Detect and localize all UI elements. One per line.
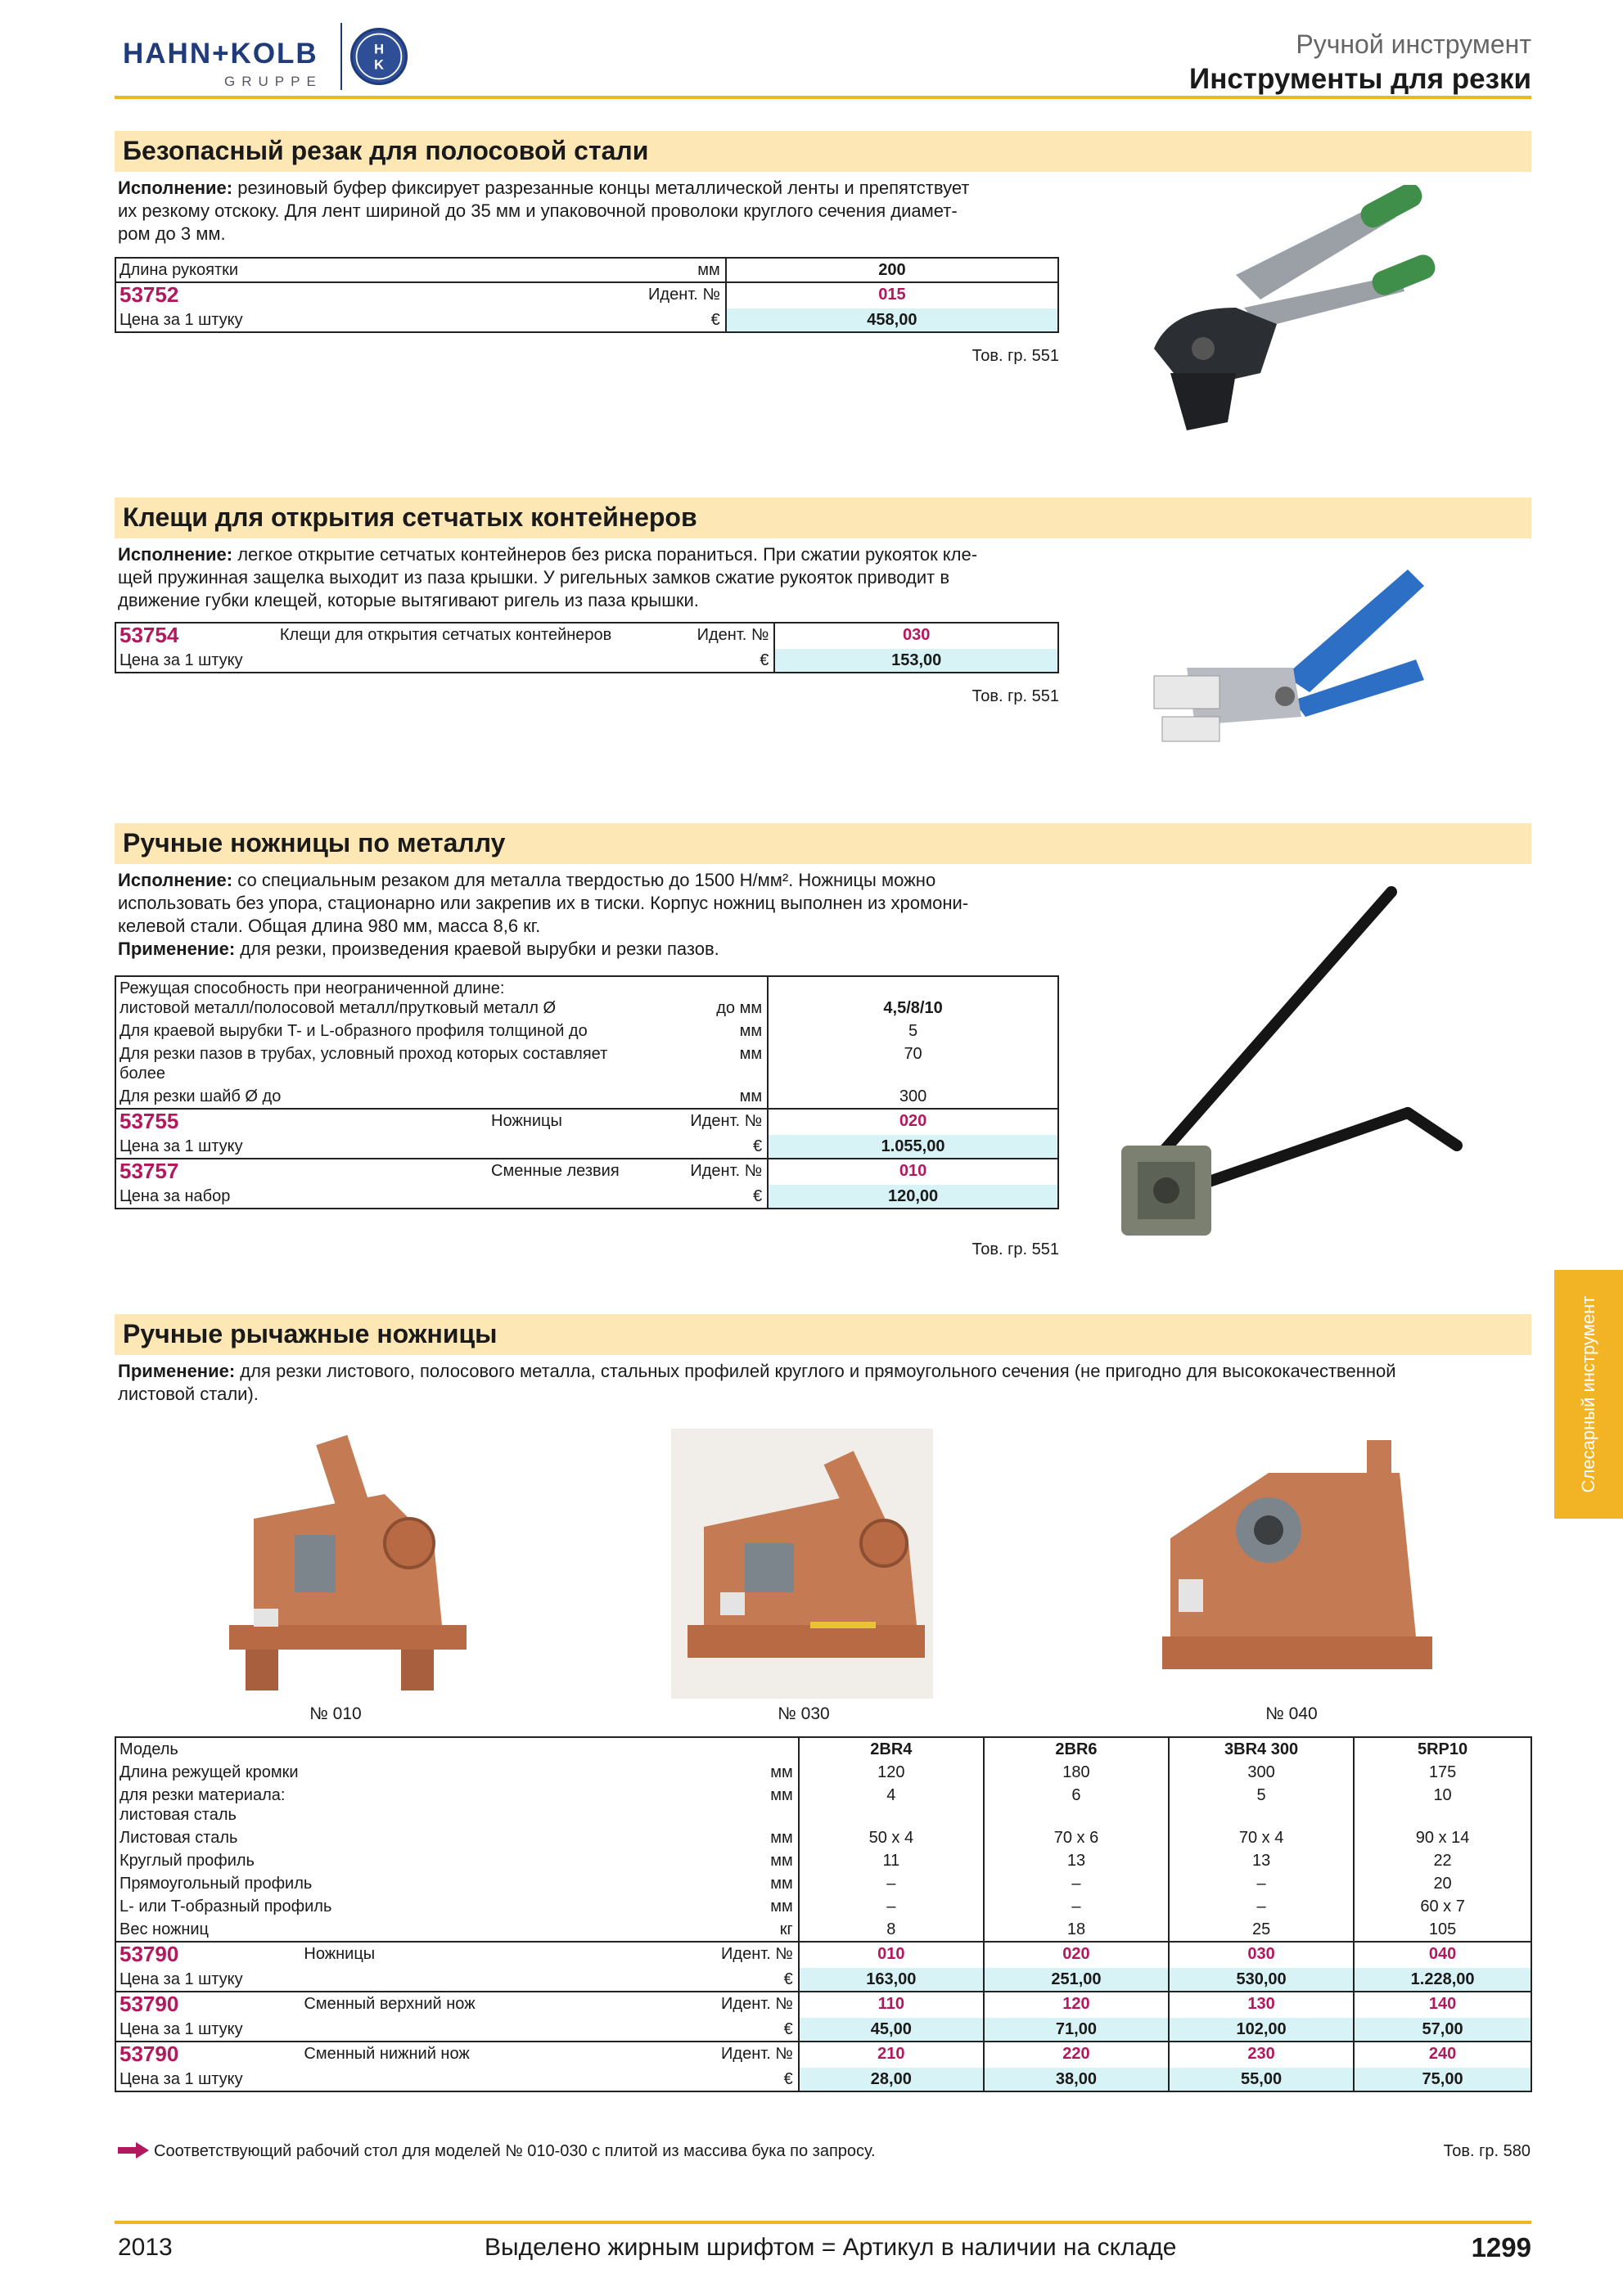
spec-label: Вес ножниц (119, 1920, 210, 1938)
price-value: 530,00 (1169, 1968, 1354, 1992)
price-value: 458,00 (726, 308, 1058, 332)
spec-unit: мм (739, 1087, 763, 1105)
spec-label: L- или T-образный профиль (119, 1898, 332, 1916)
lever-shears-030-image (671, 1429, 933, 1699)
spec-label: Длина режущей кромки (119, 1763, 299, 1781)
ident-number: 010 (799, 1942, 984, 1968)
ident-number: 020 (768, 1109, 1058, 1135)
price-label: Цена за 1 штуку (119, 1137, 243, 1155)
footer-rule (115, 2221, 1531, 2224)
spec-label: для резки материала: листовая сталь (119, 1786, 286, 1824)
spec-value: – (984, 1872, 1169, 1895)
item-name: Сменный верхний нож (300, 1992, 718, 2018)
ident-label: Идент. № (687, 1109, 768, 1135)
ident-number: 110 (799, 1992, 984, 2018)
price-value: 55,00 (1169, 2068, 1354, 2091)
ident-label: Идент. № (687, 1159, 768, 1185)
price-value: 28,00 (799, 2068, 984, 2091)
desc-line: их резкому отскоку. Для лент шириной до 35 мм и упаковочной проволоки круглого сечения диамет- (118, 200, 958, 221)
spec-value: 60 x 7 (1354, 1895, 1531, 1918)
app-label: Применение: (118, 939, 236, 959)
price-value: 57,00 (1354, 2018, 1531, 2042)
ident-number: 220 (984, 2042, 1169, 2068)
section-desc-container-pliers (118, 543, 1059, 612)
currency: € (694, 649, 775, 673)
spec-unit: до мм (687, 976, 768, 1020)
side-tab[interactable] (1554, 1270, 1623, 1519)
price-label: Цена за набор (115, 1185, 360, 1209)
section-desc-lever-shears (118, 1360, 1542, 1406)
article-number: 53754 (119, 623, 179, 647)
ident-number: 040 (1354, 1942, 1531, 1968)
ident-number: 140 (1354, 1992, 1531, 2018)
spec-label: Модель (115, 1737, 799, 1761)
section-title-container-pliers: Клещи для открытия сетчатых контейнеров (115, 497, 1531, 538)
currency: € (753, 1137, 763, 1155)
spec-value: 105 (1354, 1918, 1531, 1942)
desc-line: ром до 3 мм. (118, 223, 226, 244)
article-number: 53755 (119, 1109, 179, 1133)
price-value: 75,00 (1354, 2068, 1531, 2091)
item-name: Сменные лезвия (360, 1159, 687, 1185)
spec-unit: мм (770, 1875, 793, 1893)
currency: € (645, 308, 726, 332)
spec-unit: кг (779, 1920, 793, 1938)
product-group: Тов. гр. 551 (972, 687, 1059, 705)
currency: € (718, 2068, 799, 2091)
caption-040: № 040 (1265, 1704, 1318, 1723)
ident-number: 010 (768, 1159, 1058, 1185)
spec-value: 25 (1169, 1918, 1354, 1942)
ident-number: 120 (984, 1992, 1169, 2018)
model-name: 2BR4 (799, 1737, 984, 1761)
price-label: Цена за 1 штуку (119, 2020, 243, 2038)
spec-unit: мм (770, 1786, 793, 1804)
ident-number: 030 (774, 623, 1058, 649)
brand-sub: GRUPPE (224, 74, 322, 89)
caption-030: № 030 (778, 1704, 830, 1723)
header-titles (1189, 29, 1531, 96)
desc-line: резиновый буфер фиксирует разрезанные концы металлической ленты и препятствует (232, 178, 970, 198)
ident-number: 210 (799, 2042, 984, 2068)
spec-label: Для резки шайб Ø до (119, 1087, 282, 1105)
price-value: 1.228,00 (1354, 1968, 1531, 1992)
spec-value: 8 (799, 1918, 984, 1942)
section-title-metal-shears: Ручные ножницы по металлу (115, 823, 1531, 864)
spec-label: Длина рукоятки (115, 258, 645, 282)
spec-unit: мм (645, 258, 726, 282)
spec-unit: мм (770, 1829, 793, 1847)
page-number: 1299 (1471, 2232, 1531, 2262)
metal-shears-image (1097, 876, 1481, 1268)
ident-number: 230 (1169, 2042, 1354, 2068)
desc-label: Исполнение: (118, 870, 233, 890)
desc-line: щей пружинная защелка выходит из паза крышки. У ригельных замков сжатие рукояток приводит в (118, 567, 950, 588)
spec-value: – (799, 1895, 984, 1918)
spec-value: 4,5/8/10 (768, 976, 1058, 1020)
section-desc-strap-cutter (118, 177, 1059, 245)
item-name: Ножницы (300, 1942, 718, 1968)
article-number: 53790 (119, 2042, 179, 2066)
spec-value: – (984, 1895, 1169, 1918)
article-number: 53790 (119, 1942, 179, 1966)
spec-unit: мм (770, 1852, 793, 1870)
spec-label: Прямоугольный профиль (119, 1875, 313, 1893)
caption-010: № 010 (309, 1704, 362, 1723)
price-value: 251,00 (984, 1968, 1169, 1992)
app-line: для резки листового, полосового металла, стальных профилей круглого и прямоугольного сечения (не пригодно для высококачественной (235, 1361, 1396, 1381)
model-name: 3BR4 300 (1169, 1737, 1354, 1761)
container-pliers-image (1138, 553, 1449, 799)
hk-badge-icon (350, 28, 408, 85)
price-value: 71,00 (984, 2018, 1169, 2042)
product-group: Тов. гр. 551 (972, 1240, 1059, 1258)
app-label: Применение: (118, 1361, 236, 1381)
spec-value: 10 (1354, 1784, 1531, 1826)
spec-unit: мм (739, 1022, 763, 1040)
price-label: Цена за 1 штуку (115, 308, 645, 332)
desc-line: келевой стали. Общая длина 980 мм, масса 8,6 кг. (118, 916, 541, 936)
ident-label: Идент. № (645, 282, 726, 308)
spec-value: 120 (799, 1761, 984, 1784)
spec-value: – (1169, 1895, 1354, 1918)
spec-value: 90 x 14 (1354, 1826, 1531, 1849)
desc-line: движение губки клещей, которые вытягивают ригель из паза крышки. (118, 590, 699, 610)
currency: € (687, 1185, 768, 1209)
arrow-right-icon (118, 2142, 149, 2159)
app-line: листовой стали). (118, 1384, 259, 1404)
svg-text:H: H (374, 42, 384, 57)
price-value: 38,00 (984, 2068, 1169, 2091)
note (118, 2142, 876, 2161)
spec-value: 300 (768, 1085, 1058, 1109)
ident-number: 130 (1169, 1992, 1354, 2018)
product-group: Тов. гр. 551 (972, 347, 1059, 365)
spec-unit: мм (739, 1045, 763, 1063)
spec-value: 300 (1169, 1761, 1354, 1784)
spec-table-container-pliers (115, 622, 1059, 673)
spec-label: Для краевой вырубки T- и L-образного профиля толщиной до (119, 1022, 588, 1040)
spec-value: 6 (984, 1784, 1169, 1826)
lever-shears-010-image (221, 1420, 467, 1699)
spec-label: Листовая сталь (119, 1829, 238, 1847)
spec-value: 180 (984, 1761, 1169, 1784)
brand-logo (123, 23, 417, 90)
ident-number: 020 (984, 1942, 1169, 1968)
spec-unit: мм (770, 1763, 793, 1781)
section-desc-metal-shears (118, 869, 1059, 961)
desc-line: использовать без упора, стационарно или закрепив их в тиски. Корпус ножниц выполнен из хромони- (118, 893, 969, 913)
spec-table-lever-shears (115, 1736, 1532, 2092)
price-value: 153,00 (774, 649, 1058, 673)
spec-value: 175 (1354, 1761, 1531, 1784)
footer-year: 2013 (118, 2234, 173, 2261)
desc-label: Исполнение: (118, 544, 233, 565)
model-name: 2BR6 (984, 1737, 1169, 1761)
currency: € (783, 1970, 793, 1988)
ident-label: Идент. № (694, 623, 775, 649)
article-number: 53757 (119, 1159, 179, 1183)
item-name: Ножницы (360, 1109, 687, 1135)
header-rule (115, 96, 1531, 99)
logo-divider (340, 23, 342, 90)
ident-number: 030 (1169, 1942, 1354, 1968)
price-label: Цена за 1 штуку (115, 649, 277, 673)
spec-value: 13 (984, 1849, 1169, 1872)
spec-label: Круглый профиль (119, 1852, 255, 1870)
price-value: 163,00 (799, 1968, 984, 1992)
strap-cutter-image (1138, 185, 1449, 463)
spec-value: 22 (1354, 1849, 1531, 1872)
desc-label: Исполнение: (118, 178, 233, 198)
spec-value: 11 (799, 1849, 984, 1872)
ident-label: Идент. № (718, 2042, 799, 2068)
spec-label: Режущая способность при неограниченной длине: листовой металл/полосовой металл/прутковый металл Ø (115, 976, 687, 1020)
model-name: 5RP10 (1354, 1737, 1531, 1761)
spec-value: 70 x 6 (984, 1826, 1169, 1849)
price-value: 120,00 (768, 1185, 1058, 1209)
spec-table-metal-shears (115, 975, 1059, 1209)
header-subcategory: Инструменты для резки (1189, 63, 1531, 95)
spec-value: 13 (1169, 1849, 1354, 1872)
footer-legend: Выделено жирным шрифтом = Артикул в наличии на складе (485, 2234, 1177, 2261)
lever-shears-040-image (1154, 1440, 1432, 1686)
spec-value: 50 x 4 (799, 1826, 984, 1849)
brand-name: HAHN+KOLB (123, 38, 318, 70)
section-title-strap-cutter: Безопасный резак для полосовой стали (115, 131, 1531, 172)
app-text: для резки, произведения краевой вырубки и резки пазов. (235, 939, 719, 959)
article-number: 53790 (119, 1992, 179, 2016)
spec-value: 4 (799, 1784, 984, 1826)
ident-number: 240 (1354, 2042, 1531, 2068)
ident-number: 015 (726, 282, 1058, 308)
currency: € (783, 2020, 793, 2038)
ident-label: Идент. № (718, 1942, 799, 1968)
item-name: Сменный нижний нож (300, 2042, 718, 2068)
header-category: Ручной инструмент (1296, 29, 1531, 59)
spec-unit: мм (770, 1898, 793, 1916)
section-title-lever-shears: Ручные рычажные ножницы (115, 1314, 1531, 1355)
spec-value: 5 (1169, 1784, 1354, 1826)
spec-value: – (799, 1872, 984, 1895)
note-text: Соответствующий рабочий стол для моделей № 010-030 с плитой из массива бука по запросу. (154, 2142, 876, 2160)
article-number: 53752 (119, 282, 179, 307)
spec-value: 20 (1354, 1872, 1531, 1895)
spec-table-strap-cutter (115, 257, 1059, 333)
product-group: Тов. гр. 580 (1443, 2142, 1531, 2160)
price-value: 45,00 (799, 2018, 984, 2042)
spec-label: Для резки пазов в трубах, условный проход которых составляет более (119, 1045, 608, 1083)
price-label: Цена за 1 штуку (115, 2068, 300, 2091)
spec-value: 18 (984, 1918, 1169, 1942)
price-value: 102,00 (1169, 2018, 1354, 2042)
item-name: Клещи для открытия сетчатых контейнеров (277, 623, 694, 649)
spec-value: – (1169, 1872, 1354, 1895)
desc-line: со специальным резаком для металла твердостью до 1500 Н/мм². Ножницы можно (232, 870, 936, 890)
spec-value: 5 (768, 1020, 1058, 1042)
price-label: Цена за 1 штуку (119, 1970, 243, 1988)
svg-text:K: K (374, 57, 384, 73)
desc-line: легкое открытие сетчатых контейнеров без риска пораниться. При сжатии рукояток кле- (232, 544, 978, 565)
ident-label: Идент. № (718, 1992, 799, 2018)
side-tab-label: Слесарный инструмент (1578, 1295, 1598, 1493)
spec-value: 70 x 4 (1169, 1826, 1354, 1849)
spec-value: 200 (726, 258, 1058, 282)
price-value: 1.055,00 (768, 1135, 1058, 1159)
spec-value: 70 (768, 1042, 1058, 1085)
